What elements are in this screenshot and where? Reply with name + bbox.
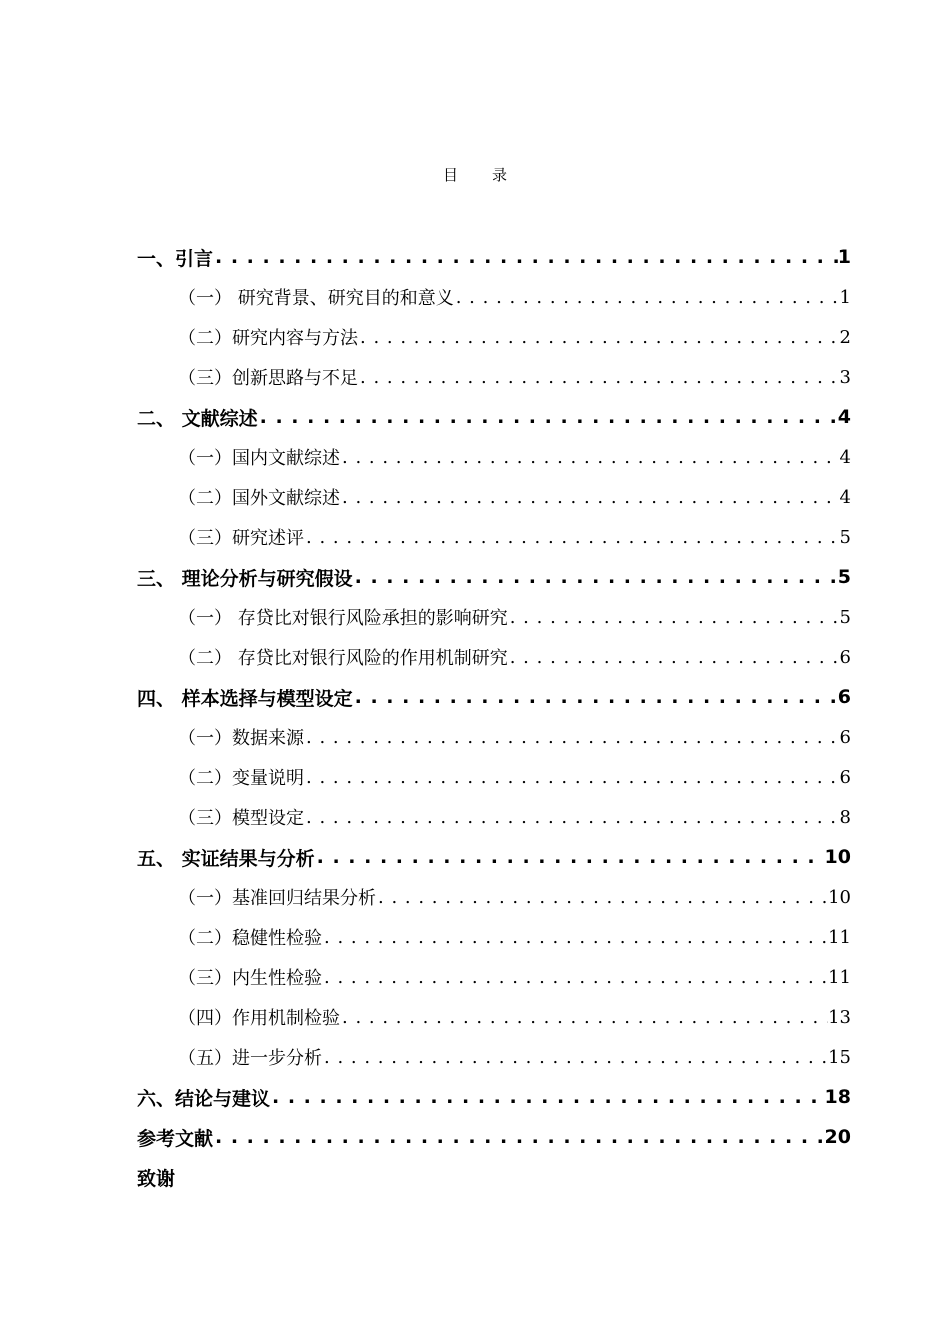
toc-entry-section[interactable] [178,361,851,393]
toc-leader-dots [304,767,840,788]
toc-entry-page-number: 4 [839,446,851,468]
toc-entry-label: （五）进一步分析 [178,1048,322,1069]
toc-entry-label: （二）稳健性检验 [178,928,322,949]
toc-entry-label: （二）国外文献综述 [178,488,340,509]
toc-entry-section[interactable] [178,921,851,953]
toc-leader-dots [258,406,838,428]
toc-leader-dots [304,727,840,748]
toc-entry-label: （一） 存贷比对银行风险承担的影响研究 [178,608,508,629]
toc-entry-label: 五、 实证结果与分析 [137,847,315,870]
toc-entry-section[interactable] [178,1041,851,1073]
toc-entry-label: 致谢 [137,1167,176,1190]
toc-leader-dots [213,1126,825,1148]
toc-entry-page-number: 10 [824,846,851,868]
toc-entry-page-number: 18 [824,1086,851,1108]
toc-entry-label: （二） 存贷比对银行风险的作用机制研究 [178,648,508,669]
toc-leader-dots [340,487,840,508]
toc-leader-dots [322,1047,828,1068]
toc-entry-page-number: 4 [837,406,851,428]
toc-entry-label: 四、 样本选择与模型设定 [137,687,353,710]
toc-entry-label: （一）国内文献综述 [178,448,340,469]
toc-entry-page-number: 1 [837,246,851,268]
toc-heading [0,164,950,185]
toc-leader-dots [322,967,828,988]
toc-entry-label: （四）作用机制检验 [178,1008,340,1029]
toc-entry-label: 二、 文献综述 [137,407,258,430]
toc-leader-dots [358,327,840,348]
toc-entry-chapter[interactable] [137,841,851,873]
toc-entry-label: （一） 研究背景、研究目的和意义 [178,288,454,309]
toc-entry-label: （一）数据来源 [178,728,304,749]
toc-entry-page-number: 6 [839,646,851,668]
toc-leader-dots [213,246,838,268]
toc-entry-chapter[interactable] [137,241,851,273]
toc-leader-dots [508,647,840,668]
toc-entry-page-number: 5 [839,526,851,548]
toc-entry-section[interactable] [178,1001,851,1033]
toc-entry-page-number: 10 [828,886,851,908]
toc-entry-label: 六、结论与建议 [137,1087,271,1110]
toc-entry-section[interactable] [178,601,851,633]
toc-entry-page-number: 6 [839,766,851,788]
toc-entry-page-number: 3 [839,366,851,388]
toc-entry-page-number: 5 [837,566,851,588]
toc-entry-section[interactable] [178,881,851,913]
toc-entry-label: （三）内生性检验 [178,968,322,989]
toc-leader-dots [340,447,840,468]
toc-entry-section[interactable] [178,321,851,353]
toc-entry-page-number: 11 [828,966,851,988]
toc-entry-page-number: 6 [837,686,851,708]
toc-entry-page-number: 8 [839,806,851,828]
toc-entry-label: 参考文献 [137,1127,214,1150]
toc-entry-page-number: 11 [828,926,851,948]
toc-leader-dots [376,887,828,908]
toc-entry-section[interactable] [178,441,851,473]
toc-entry-page-number: 2 [839,326,851,348]
toc-entry-label: （一）基准回归结果分析 [178,888,376,909]
toc-leader-dots [454,287,840,308]
toc-entry-chapter[interactable] [137,561,851,593]
toc-entry-page-number: 1 [839,286,851,308]
toc-entry-section[interactable] [178,521,851,553]
toc-entry-section[interactable] [178,481,851,513]
toc-entry-section[interactable] [178,961,851,993]
toc-entry-chapter[interactable] [137,1121,851,1153]
toc-leader-dots [340,1007,828,1028]
toc-leader-dots [353,686,838,708]
toc-heading-part1: 目 [442,166,458,184]
toc-heading-part2: 录 [492,166,508,184]
toc-entry-chapter[interactable] [137,1081,851,1113]
toc-entry-section[interactable] [178,801,851,833]
toc-entry-section[interactable] [178,721,851,753]
toc-leader-dots [322,927,828,948]
toc-entry-label: （三）研究述评 [178,528,304,549]
toc-entry-chapter[interactable] [137,1161,851,1193]
toc-entry-label: 三、 理论分析与研究假设 [137,567,353,590]
toc-entry-page-number: 15 [828,1046,851,1068]
toc-entry-label: （三）创新思路与不足 [178,368,358,389]
toc-leader-dots [508,607,840,628]
toc-entry-page-number: 13 [828,1006,851,1028]
toc-entry-page-number: 4 [839,486,851,508]
toc-entry-label: （三）模型设定 [178,808,304,829]
toc-entry-chapter[interactable] [137,401,851,433]
toc-entry-section[interactable] [178,281,851,313]
toc-entry-label: （二）变量说明 [178,768,304,789]
toc-entry-chapter[interactable] [137,681,851,713]
toc-leader-dots [353,566,838,588]
toc-entry-page-number: 5 [839,606,851,628]
toc-leader-dots [315,846,825,868]
toc-leader-dots [358,367,840,388]
toc-entry-section[interactable] [178,641,851,673]
toc-entry-page-number: 6 [839,726,851,748]
toc-entry-label: （二）研究内容与方法 [178,328,358,349]
toc-entry-label: 一、引言 [137,247,214,270]
toc-leader-dots [270,1086,825,1108]
toc-entry-page-number: 20 [824,1126,851,1148]
toc-leader-dots [304,807,840,828]
toc-entry-section[interactable] [178,761,851,793]
toc-leader-dots [304,527,840,548]
